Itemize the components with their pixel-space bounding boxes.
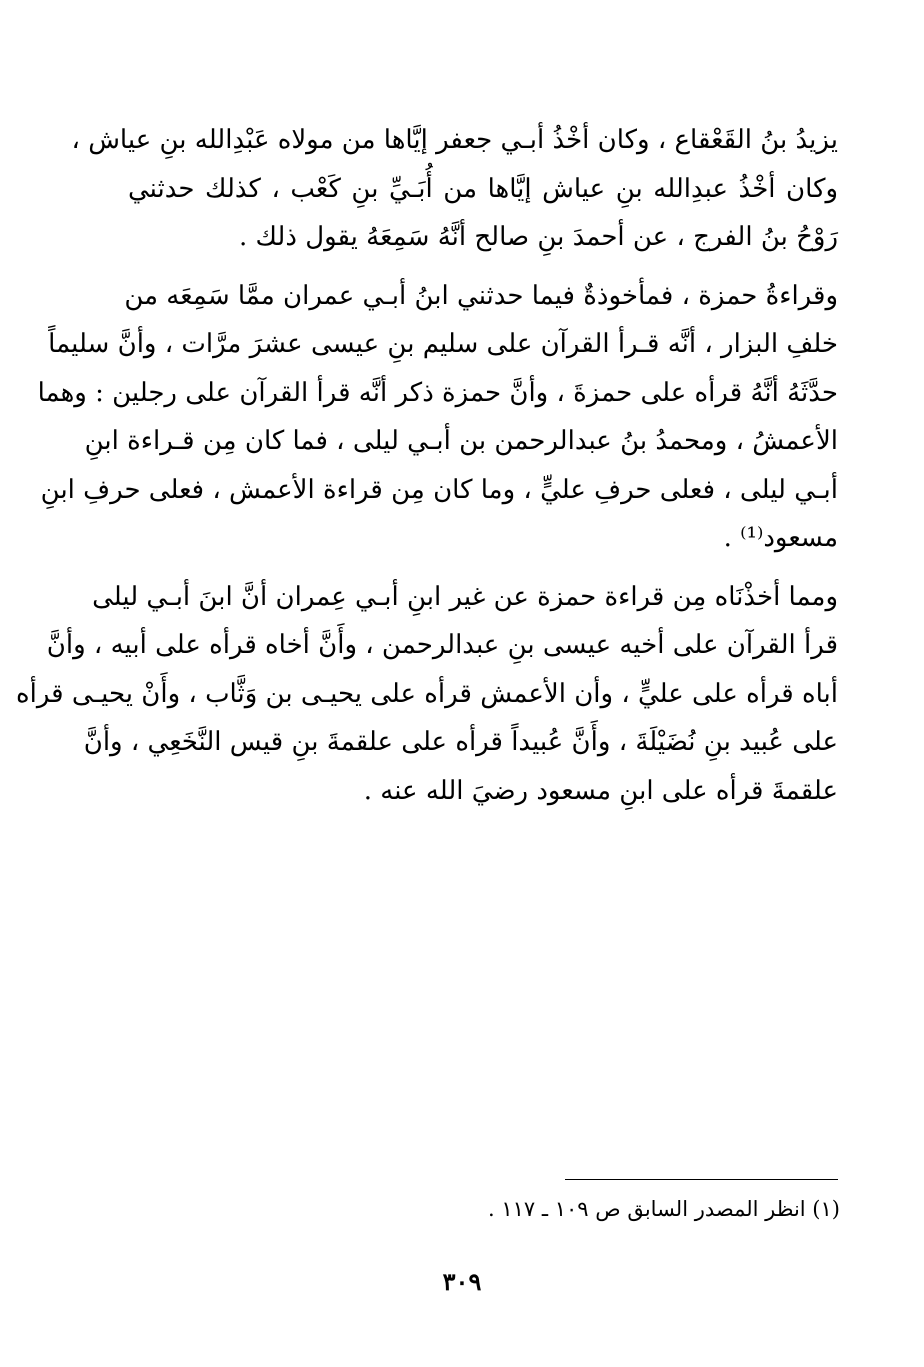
paragraph xyxy=(15,573,838,816)
text-line: خلفِ البزار ، أنَّه قـرأ القرآن على سليم بنِ عيسى عشرَ مرَّات ، وأنَّ سليماً xyxy=(48,329,838,359)
text-line: علقمةَ قرأه على ابنِ مسعود رضيَ الله عنه . xyxy=(363,775,838,806)
paragraph xyxy=(37,272,838,563)
paragraph-spacer xyxy=(128,262,838,272)
text-line: يزيدُ بنُ القَعْقاع ، وكان أخْذُ أبـي جعفر إيَّاها من مولاه عَبْدِالله بنِ عياش ، xyxy=(71,125,838,155)
text-line: قرأ القرآن على أخيه عيسى بنِ عبدالرحمن ، وأَنَّ أخاه قرأه على أبيه ، وأنَّ xyxy=(46,630,838,660)
paragraph xyxy=(71,116,838,262)
text-line: رَوْحُ بنُ الفرج ، عن أحمدَ بنِ صالح أنَّهُ سَمِعَهُ يقول ذلك . xyxy=(238,222,838,252)
footnote-separator xyxy=(565,1179,838,1180)
text-line: ومما أخذْنَاه مِن قراءة حمزة عن غير ابنِ أبـي عِمران أنَّ ابنَ أبـي ليلى xyxy=(92,581,838,612)
paragraph-spacer xyxy=(128,563,838,573)
page-number: ٣٠٩ xyxy=(442,1267,482,1296)
text-line: وكان أخْذُ عبدِالله بنِ عياش إيَّاها من أُبَـيِّ بنِ كَعْب ، كذلك حدثني xyxy=(128,173,838,204)
text-line: على عُبيد بنِ نُضَيْلَةَ ، وأَنَّ عُبيداً قرأه على علقمةَ بنِ قيس النَّخَعِي ، وأنَّ xyxy=(83,727,838,757)
main-text xyxy=(15,116,838,815)
text-line: أباه قرأه على عليٍّ ، وأن الأعمش قرأه على يحيـى بن وَثَّاب ، وأَنْ يحيـى قرأه xyxy=(15,678,838,709)
text-line: أبـي ليلى ، فعلى حرفِ عليٍّ ، وما كان مِن قراءة الأعمش ، فعلى حرفِ ابنِ xyxy=(40,474,838,505)
text-line: مسعود⁽¹⁾ . xyxy=(723,523,838,553)
text-line: الأعمشُ ، ومحمدُ بنُ عبدالرحمن بن أبـي ليلى ، فما كان مِن قـراءة ابنِ xyxy=(84,426,838,456)
footnote: (١) انظر المصدر السابق ص ١٠٩ ـ ١١٧ . xyxy=(488,1197,840,1221)
text-line: وقراءةُ حمزة ، فمأخوذةٌ فيما حدثني ابنُ أبـي عمران ممَّا سَمِعَه من xyxy=(124,280,838,311)
text-line: حدَّثَهُ أنَّهُ قرأه على حمزةَ ، وأنَّ حمزة ذكر أنَّه قرأ القرآن على رجلين : وهما xyxy=(37,377,838,408)
